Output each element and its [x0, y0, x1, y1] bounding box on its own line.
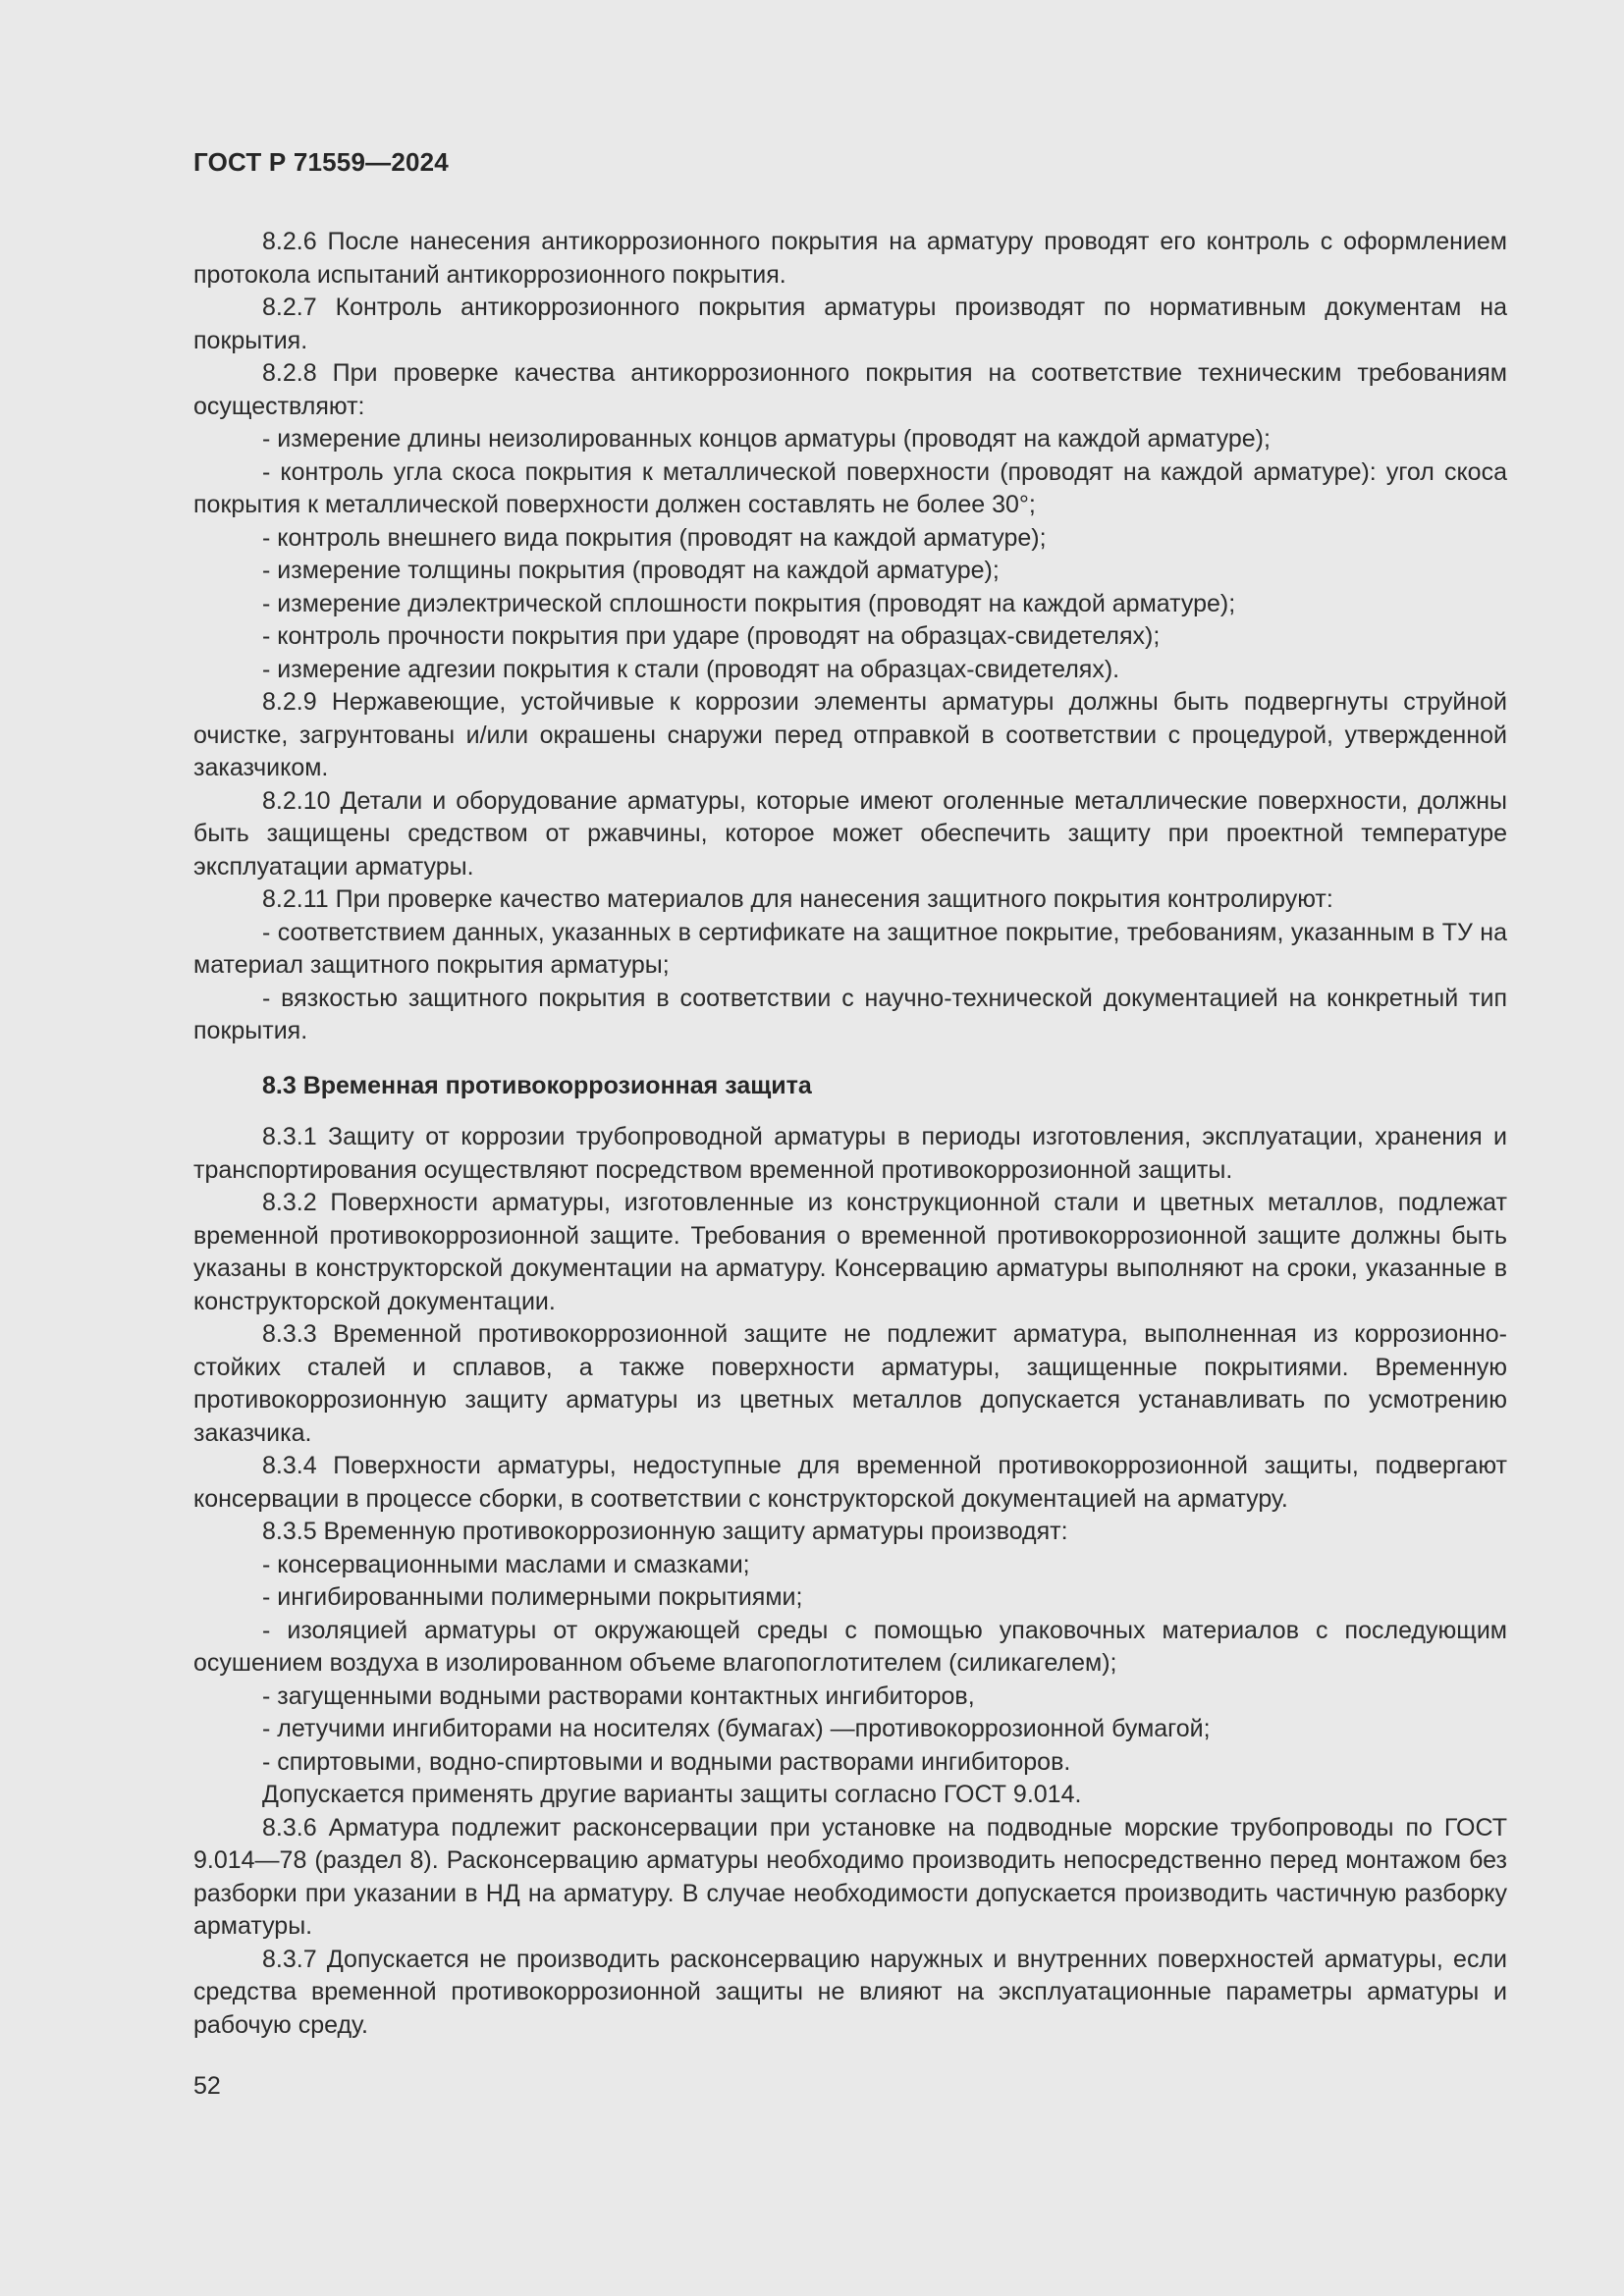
paragraph-8-2-10: 8.2.10 Детали и оборудование арматуры, которые имеют оголенные металлические поверхности, должны быть защищены средством от ржавчины, которое может обеспечить защиту при проектной температуре эксплуатации арматуры.: [193, 786, 1507, 881]
list-item: - измерение адгезии покрытия к стали (проводят на образцах-свидетелях).: [262, 655, 1120, 683]
list-item: - ингибированными полимерными покрытиями;: [262, 1583, 803, 1611]
list-item: - измерение диэлектрической сплошности покрытия (проводят на каждой арматуре);: [262, 589, 1236, 617]
paragraph-8-3-3: 8.3.3 Временной противокоррозионной защите не подлежит арматура, выполненная из коррозионно-стойких сталей и сплавов, а также поверхности арматуры, защищенные покрытиями. Временную противокоррозионную защиту арматуры из цветных металлов допускается устанавливать по усмотрению заказчика.: [193, 1320, 1507, 1447]
section-heading-8-3: 8.3 Временная противокоррозионная защита: [262, 1071, 812, 1099]
paragraph-8-2-11: 8.2.11 При проверке качество материалов для нанесения защитного покрытия контролируют:: [262, 885, 1333, 913]
document-id-header: ГОСТ Р 71559—2024: [193, 147, 449, 177]
paragraph-8-3-1: 8.3.1 Защиту от коррозии трубопроводной арматуры в периоды изготовления, эксплуатации, хранения и транспортирования осуществляют посредством временной противокоррозионной защиты.: [193, 1123, 1507, 1184]
paragraph-8-2-6: 8.2.6 После нанесения антикоррозионного покрытия на арматуру проводят его контроль с оформлением протокола испытаний антикоррозионного покрытия.: [193, 228, 1507, 289]
paragraph-8-2-8: 8.2.8 При проверке качества антикоррозионного покрытия на соответствие техническим требованиям осуществляют:: [193, 359, 1507, 420]
paragraph-8-3-7: 8.3.7 Допускается не производить расконсервацию наружных и внутренних поверхностей арматуры, если средства временной противокоррозионной защиты не влияют на эксплуатационные параметры арматуры и рабочую среду.: [193, 1945, 1507, 2039]
page-number: 52: [193, 2072, 221, 2100]
paragraph-8-3-2: 8.3.2 Поверхности арматуры, изготовленные из конструкционной стали и цветных металлов, подлежат временной противокоррозионной защите. Требования о временной противокоррозионной защите должны быть указаны в конструкторской документации на арматуру. Консервацию арматуры выполняют на сроки, указанные в конструкторской документации.: [193, 1189, 1507, 1315]
list-item: - консервационными маслами и смазками;: [262, 1550, 750, 1578]
paragraph-8-3-5: 8.3.5 Временную противокоррозионную защиту арматуры производят:: [262, 1518, 1068, 1545]
document-body: [193, 226, 1507, 2042]
list-item: - измерение длины неизолированных концов арматуры (проводят на каждой арматуре);: [262, 425, 1271, 453]
list-item: - летучими ингибиторами на носителях (бумагах) —противокоррозионной бумагой;: [262, 1715, 1211, 1742]
list-item: - загущенными водными растворами контактных ингибиторов,: [262, 1682, 975, 1710]
paragraph-8-2-9: 8.2.9 Нержавеющие, устойчивые к коррозии элементы арматуры должны быть подвергнуты струйной очистке, загрунтованы и/или окрашены снаружи перед отправкой в соответствии с процедурой, утвержденной заказчиком.: [193, 688, 1507, 781]
paragraph-8-2-7: 8.2.7 Контроль антикоррозионного покрытия арматуры производят по нормативным документам на покрытия.: [193, 294, 1507, 354]
list-item: - контроль прочности покрытия при ударе (проводят на образцах-свидетелях);: [262, 622, 1161, 650]
list-item: - соответствием данных, указанных в сертификате на защитное покрытие, требованиям, указанным в ТУ на материал защитного покрытия арматуры;: [193, 918, 1507, 979]
list-item: - контроль внешнего вида покрытия (проводят на каждой арматуре);: [262, 523, 1047, 552]
list-item: - вязкостью защитного покрытия в соответствии с научно-технической документацией на конкретный тип покрытия.: [193, 984, 1507, 1044]
list-item: - контроль угла скоса покрытия к металлической поверхности (проводят на каждой арматуре): угол скоса покрытия к металлической поверхности должен составлять не более 30°;: [193, 457, 1507, 518]
paragraph-8-3-4: 8.3.4 Поверхности арматуры, недоступные для временной противокоррозионной защиты, подвергают консервации в процессе сборки, в соответствии с конструкторской документацией на арматуру.: [193, 1452, 1507, 1513]
paragraph-note: Допускается применять другие варианты защиты согласно ГОСТ 9.014.: [262, 1781, 1082, 1808]
list-item: - измерение толщины покрытия (проводят на каждой арматуре);: [262, 557, 1000, 584]
list-item: - изоляцией арматуры от окружающей среды с помощью упаковочных материалов с последующим осушением воздуха в изолированном объеме влагопоглотителем (силикагелем);: [193, 1616, 1507, 1677]
list-item: - спиртовыми, водно-спиртовыми и водными растворами ингибиторов.: [262, 1747, 1071, 1776]
paragraph-8-3-6: 8.3.6 Арматура подлежит расконсервации при установке на подводные морские трубопроводы по ГОСТ 9.014—78 (раздел 8). Расконсервацию арматуры необходимо производить непосредственно перед монтажом без разборки при указании в НД на арматуру. В случае необходимости допускается производить частичную разборку арматуры.: [193, 1813, 1507, 1940]
